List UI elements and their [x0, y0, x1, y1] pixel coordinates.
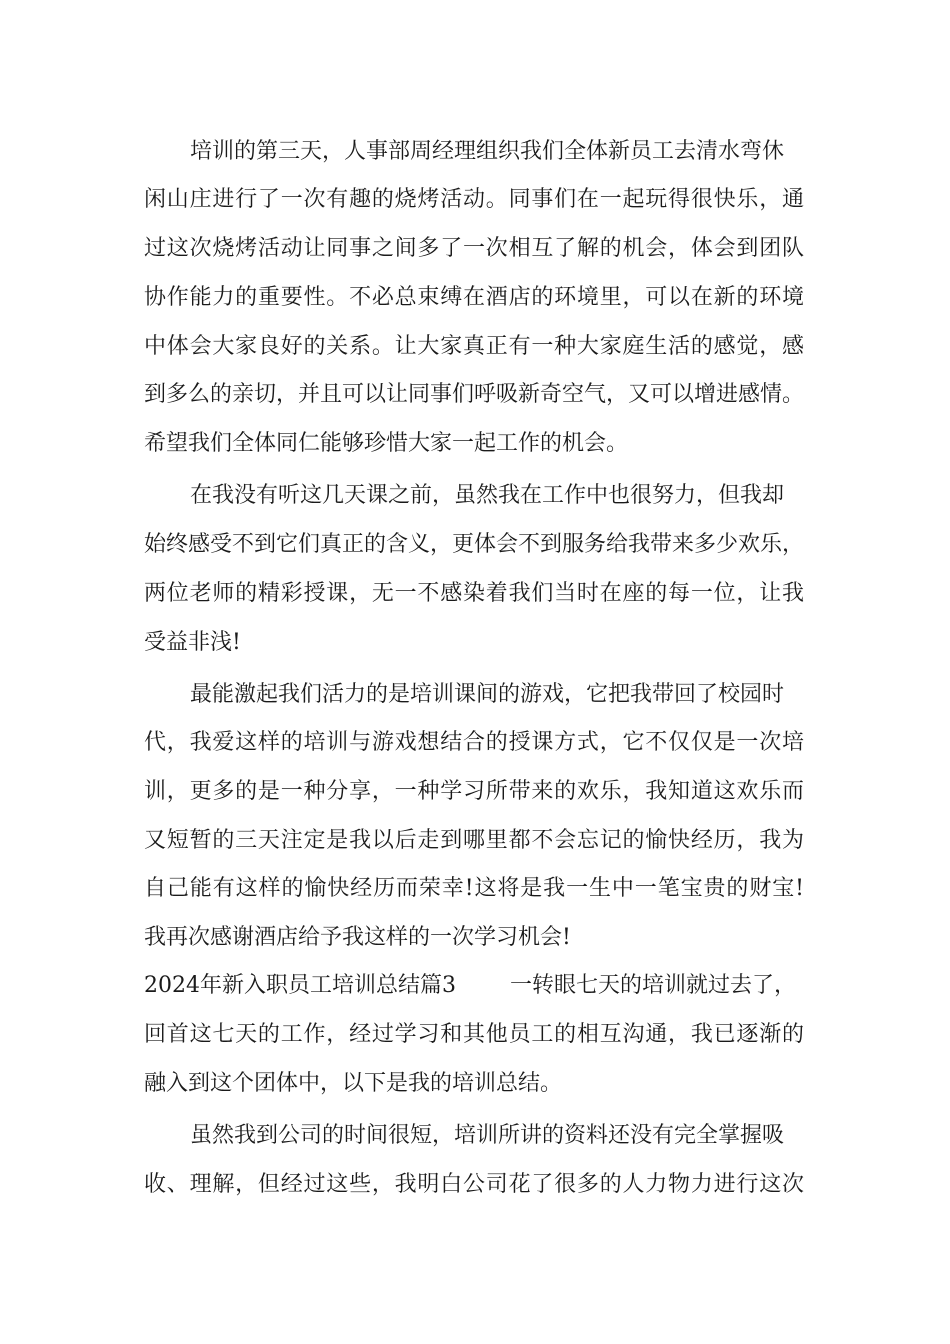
section-heading: 2024年新入职员工培训总结篇3 — [144, 973, 456, 998]
text-line: 协作能力的重要性。不必总束缚在酒店的环境里，可以在新的环境 — [144, 285, 804, 310]
text-line: 最能激起我们活力的是培训课间的游戏，它把我带回了校园时 — [190, 682, 785, 707]
text-line: 过这次烧烤活动让同事之间多了一次相互了解的机会，体会到团队 — [144, 236, 804, 261]
text-line: 收、理解，但经过这些，我明白公司花了很多的人力物力进行这次 — [144, 1172, 804, 1197]
text-line: 一转眼七天的培训就过去了， — [510, 973, 797, 998]
text-line: 自己能有这样的愉快经历而荣幸!这将是我一生中一笔宝贵的财宝! — [144, 876, 804, 901]
text-line: 回首这七天的工作，经过学习和其他员工的相互沟通，我已逐渐的 — [144, 1022, 804, 1047]
text-line: 训，更多的是一种分享，一种学习所带来的欢乐，我知道这欢乐而 — [144, 779, 804, 804]
text-line: 代，我爱这样的培训与游戏想结合的授课方式，它不仅仅是一次培 — [144, 730, 804, 755]
text-line: 虽然我到公司的时间很短，培训所讲的资料还没有完全掌握吸 — [190, 1123, 785, 1148]
text-line: 融入到这个团体中，以下是我的培训总结。 — [144, 1071, 563, 1096]
text-line: 希望我们全体同仁能够珍惜大家一起工作的机会。 — [144, 431, 629, 456]
text-line: 两位老师的精彩授课，无一不感染着我们当时在座的每一位，让我 — [144, 581, 804, 606]
text-line: 我再次感谢酒店给予我这样的一次学习机会! — [144, 925, 571, 950]
text-line: 始终感受不到它们真正的含义，更体会不到服务给我带来多少欢乐， — [144, 532, 805, 557]
text-line: 又短暂的三天注定是我以后走到哪里都不会忘记的愉快经历，我为 — [144, 828, 804, 853]
text-line: 中体会大家良好的关系。让大家真正有一种大家庭生活的感觉，感 — [144, 334, 804, 359]
text-line: 到多么的亲切，并且可以让同事们呼吸新奇空气，又可以增进感情。 — [144, 382, 805, 407]
text-line: 受益非浅! — [144, 630, 241, 655]
text-line: 在我没有听这几天课之前，虽然我在工作中也很努力，但我却 — [190, 483, 785, 508]
text-line: 培训的第三天，人事部周经理组织我们全体新员工去清水弯休 — [190, 139, 785, 164]
text-line: 闲山庄进行了一次有趣的烧烤活动。同事们在一起玩得很快乐，通 — [144, 187, 804, 212]
